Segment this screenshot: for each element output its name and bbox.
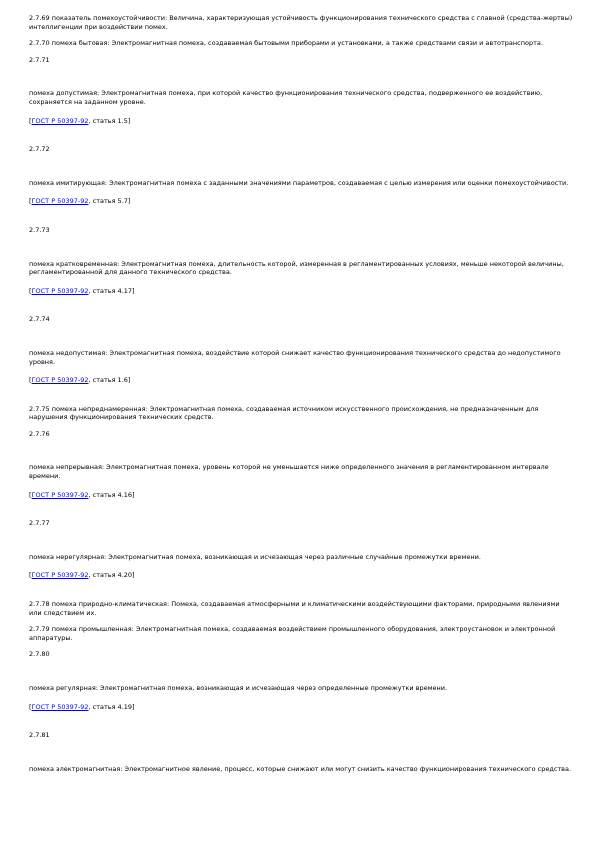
reference-article: , статья 1.5] (88, 116, 131, 125)
term-number: 2.7.81 (29, 731, 50, 740)
reference-open-bracket: [ (29, 376, 32, 385)
gost-link[interactable]: ГОСТ Р 50397-92 (31, 702, 89, 711)
term-definition: помеха имитирующая: Электромагнитная помеха с заданными значениями параметров, создаваемая с целью измерения или оценки помехоустойчивости. (29, 178, 569, 187)
reference-open-bracket: [ (29, 286, 32, 295)
term-paragraph: 2.7.70 помеха бытовая: Электромагнитная помеха, создаваемая бытовыми приборами и установками, а также средствами связи и автотранспорта. (29, 39, 543, 48)
gost-link[interactable]: ГОСТ Р 50397-92 (31, 571, 89, 580)
reference-article: , статья 4.20] (88, 571, 135, 580)
source-reference (29, 117, 574, 126)
term-definition: помеха электромагнитная: Электромагнитное явление, процесс, которые снижают или могут снизить качество функционирования технического средства. (29, 764, 572, 773)
gost-link[interactable]: ГОСТ Р 50397-92 (31, 376, 89, 385)
reference-article: , статья 4.19] (88, 702, 135, 711)
reference-open-bracket: [ (29, 571, 32, 580)
source-reference (29, 376, 574, 385)
source-reference (29, 491, 574, 500)
source-reference (29, 197, 574, 206)
term-paragraph: 2.7.75 помеха непреднамеренная: Электромагнитная помеха, создаваемая источником искусственного происхождения, не предназначенным для нарушения функционирования технических средств. (29, 404, 539, 422)
term-number: 2.7.80 (29, 650, 50, 659)
gost-link[interactable]: ГОСТ Р 50397-92 (31, 286, 89, 295)
gost-link[interactable]: ГОСТ Р 50397-92 (31, 490, 89, 499)
term-definition: помеха кратковременная: Электромагнитная помеха, длительность которой, измеренная в регламентированных условиях, меньше некоторой величины, регламентированной для данного технического средства. (29, 259, 564, 277)
reference-article: , статья 4.16] (88, 490, 135, 499)
term-number: 2.7.77 (29, 519, 50, 528)
term-number: 2.7.76 (29, 429, 50, 438)
term-paragraph: 2.7.69 показатель помехоустойчивости: Величина, характеризующая устойчивость функционирования технического средства с главной (средства-жертвы) интеллигенции при воздействии помех. (29, 14, 573, 31)
term-number: 2.7.73 (29, 225, 50, 234)
gost-link[interactable]: ГОСТ Р 50397-92 (31, 197, 89, 206)
term-number: 2.7.74 (29, 315, 50, 324)
term-definition: помеха недопустимая: Электромагнитная помеха, воздействие которой снижает качество функционирования технического средства до недопустимого уровня. (29, 348, 561, 366)
term-definition: помеха непрерывная: Электромагнитная помеха, уровень которой не уменьшается ниже определенного значения в регламентированном интервале времени. (29, 463, 549, 481)
source-reference (29, 287, 574, 296)
reference-open-bracket: [ (29, 197, 32, 206)
term-definition: помеха допустимая: Электромагнитная помеха, при которой качество функционирования технического средства, подверженного ее воздействию, сохраняется на заданном уровне. (29, 89, 543, 106)
reference-article: , статья 1.6] (88, 376, 131, 385)
gost-link[interactable]: ГОСТ Р 50397-92 (31, 116, 89, 125)
source-reference (29, 571, 574, 580)
source-reference (29, 703, 574, 712)
reference-open-bracket: [ (29, 702, 32, 711)
reference-article: , статья 5.7] (88, 197, 131, 206)
term-definition: помеха нерегулярная: Электромагнитная помеха, возникающая и исчезающая через различные случайные промежутки времени. (29, 552, 481, 561)
reference-open-bracket: [ (29, 490, 32, 499)
term-definition: помеха регулярная: Электромагнитная помеха, возникающая и исчезающая через определенные промежутки времени. (29, 684, 448, 692)
term-paragraph: 2.7.78 помеха природно-климатическая: Помеха, создаваемая атмосферными и климатическими воздействующими факторами, природными явлениями или следствием их. (29, 600, 560, 617)
reference-open-bracket: [ (29, 116, 32, 125)
term-paragraph: 2.7.79 помеха промышленная: Электромагнитная помеха, создаваемая воздействием промышленного оборудования, электроустановок и электронной аппаратуры. (29, 625, 556, 642)
term-number: 2.7.72 (29, 145, 50, 154)
reference-article: , статья 4.17] (88, 286, 135, 295)
term-number: 2.7.71 (29, 55, 50, 64)
document-page (29, 14, 574, 781)
